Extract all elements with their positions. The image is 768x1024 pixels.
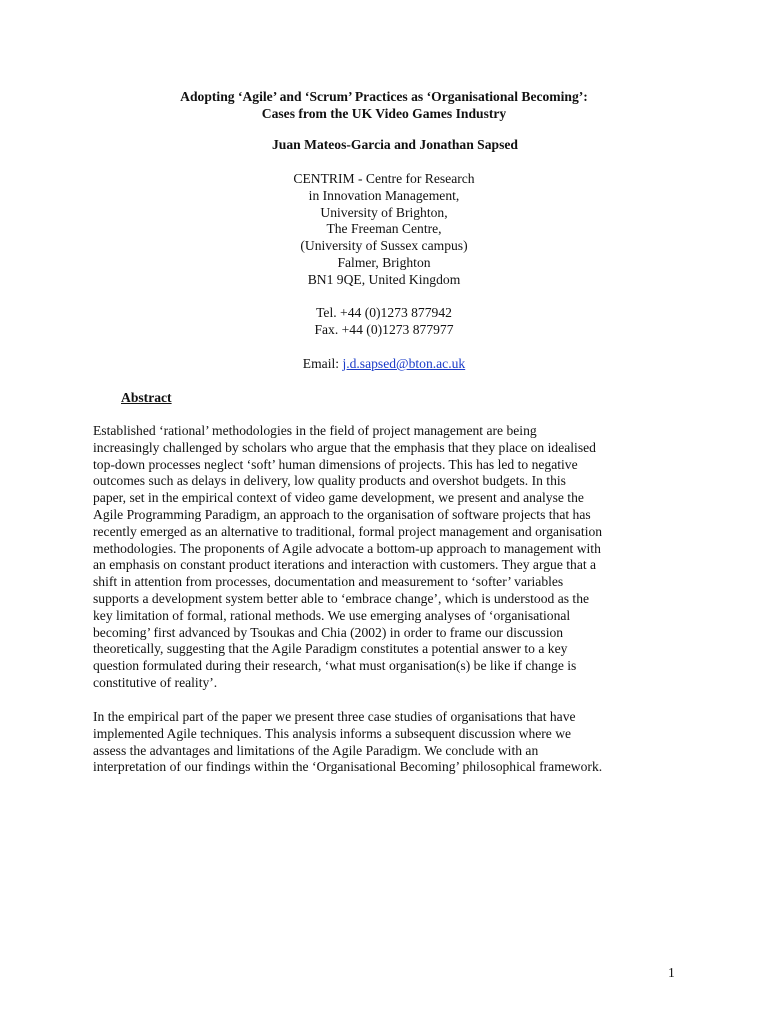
text-line: key limitation of formal, rational methods. We use emerging analyses of ‘organisational (93, 607, 571, 623)
text-line: shift in attention from processes, documentation and measurement to ‘softer’ variables (93, 574, 564, 590)
page-number: 1 (668, 965, 675, 980)
text-line: Established ‘rational’ methodologies in the field of project management are being (93, 423, 537, 438)
fax-number: Fax. +44 (0)1273 877977 (314, 321, 454, 337)
affiliation-line: CENTRIM - Centre for Research (293, 171, 475, 186)
affiliation-line: (University of Sussex campus) (300, 238, 468, 254)
text-line: an emphasis on constant product iterations and interaction with customers. They argue that a (93, 557, 597, 573)
text-line: outcomes such as delays in delivery, low quality products and overshot budgets. In this (93, 473, 566, 489)
abstract-heading: Abstract (121, 390, 172, 405)
text-line: top-down processes neglect ‘soft’ human dimensions of projects. This has led to negative (93, 456, 578, 472)
text-line: interpretation of our findings within the ‘Organisational Becoming’ philosophical framework. (93, 759, 603, 775)
text-line: question formulated during their research, ‘what must organisation(s) be like if change is (93, 658, 577, 674)
text-line: increasingly challenged by scholars who argue that the emphasis that they place on idealised (93, 439, 596, 455)
affiliation-line: University of Brighton, (320, 204, 448, 220)
text-line: recently emerged as an alternative to traditional, formal project management and organisation (93, 523, 603, 539)
title-line-2: Cases from the UK Video Games Industry (261, 105, 507, 121)
contact-block (284, 305, 484, 339)
text-line: theoretically, suggesting that the Agile Paradigm constitutes a potential answer to a key (93, 641, 568, 657)
paper-authors: Juan Mateos-Garcia and Jonathan Sapsed (272, 137, 518, 152)
affiliation-line: The Freeman Centre, (326, 221, 442, 237)
paper-title (0, 89, 768, 122)
text-line: constitutive of reality’. (93, 674, 218, 690)
text-line: implemented Agile techniques. This analysis informs a subsequent discussion where we (93, 725, 572, 741)
abstract-paragraph-2 (93, 709, 602, 776)
email-line (284, 356, 484, 373)
text-line: methodologies. The proponents of Agile advocate a bottom-up approach to management with (93, 540, 601, 556)
email-label: Email: (302, 356, 343, 371)
affiliation-line: BN1 9QE, United Kingdom (307, 271, 461, 287)
telephone-number: Tel. +44 (0)1273 877942 (316, 305, 452, 320)
text-line: assess the advantages and limitations of the Agile Paradigm. We conclude with an (93, 742, 539, 758)
text-line: In the empirical part of the paper we present three case studies of organisations that have (93, 709, 576, 724)
text-line: paper, set in the empirical context of video game development, we present and analyse the (93, 490, 584, 506)
text-line: Agile Programming Paradigm, an approach to the organisation of software projects that has (93, 506, 591, 522)
email-link[interactable]: j.d.sapsed@bton.ac.uk (342, 356, 466, 371)
abstract-paragraph-1 (93, 423, 602, 692)
text-line: supports a development system better able to ‘embrace change’, which is understood as the (93, 590, 590, 606)
affiliation-block (284, 171, 484, 289)
affiliation-line: Falmer, Brighton (337, 254, 431, 270)
title-line-1: Adopting ‘Agile’ and ‘Scrum’ Practices as ‘Organisational Becoming’: (180, 89, 588, 104)
text-line: becoming’ first advanced by Tsoukas and Chia (2002) in order to frame our discussion (93, 624, 564, 640)
affiliation-line: in Innovation Management, (308, 187, 460, 203)
